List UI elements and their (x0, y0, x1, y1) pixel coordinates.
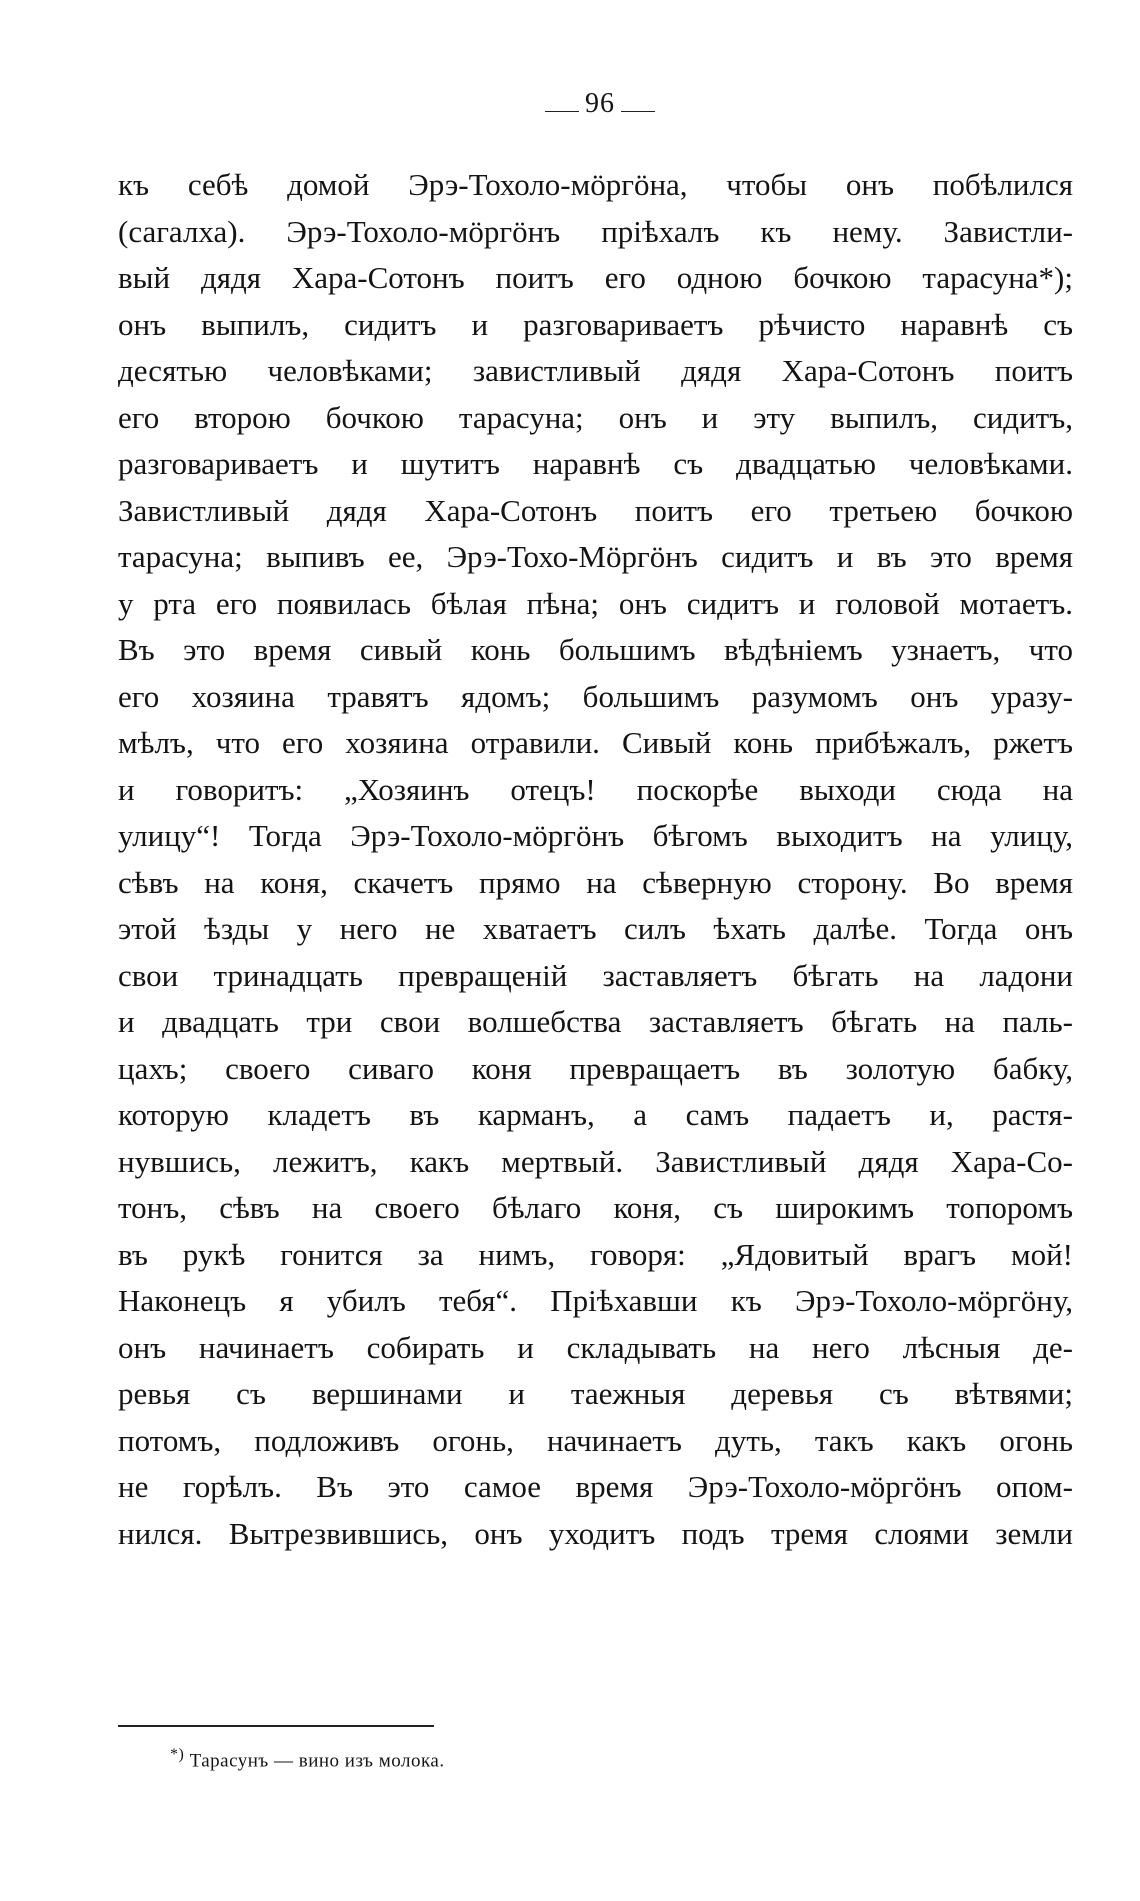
page-number-left-rule (545, 111, 579, 112)
text-line: его хозяина травятъ ядомъ; большимъ разумомъ онъ уразу- (118, 678, 1073, 714)
text-line: и говоритъ: „Хозяинъ отецъ! поскорѣе выходи сюда на (118, 771, 1073, 807)
text-line: не горѣлъ. Въ это самое время Эрэ-Тохоло-мӧргӧнъ опом- (118, 1469, 1073, 1504)
text-line: Наконецъ я убилъ тебя“. Пріѣхавши къ Эрэ-Тохоло-мӧргӧну, (118, 1283, 1073, 1318)
page-number (520, 88, 680, 120)
text-line: Въ это время сивый конь большимъ вѣдѣніемъ узнаетъ, что (118, 632, 1073, 667)
text-line: мѣлъ, что его хозяина отравили. Сивый конь прибѣжалъ, ржетъ (118, 725, 1073, 760)
text-line: ревья съ вершинами и таежныя деревья съ вѣтвями; (118, 1376, 1073, 1411)
text-line: этой ѣзды у него не хватаетъ силъ ѣхать далѣе. Тогда онъ (118, 911, 1073, 946)
text-line: цахъ; своего сиваго коня превращаетъ въ золотую бабку, (118, 1050, 1073, 1086)
text-line: у рта его появилась бѣлая пѣна; онъ сидитъ и головой мотаетъ. (118, 585, 1073, 621)
text-line: нился. Вытрезвившись, онъ уходитъ подъ тремя слоями земли (118, 1515, 1073, 1551)
text-line: сѣвъ на коня, скачетъ прямо на сѣверную сторону. Во время (118, 864, 1073, 900)
text-line: улицу“! Тогда Эрэ-Тохоло-мӧргӧнъ бѣгомъ выходитъ на улицу, (118, 818, 1073, 853)
text-line: тонъ, сѣвъ на своего бѣлаго коня, съ широкимъ топоромъ (118, 1190, 1073, 1225)
text-line: которую кладетъ въ карманъ, а самъ падаетъ и, растя- (118, 1097, 1073, 1132)
text-line: разговариваетъ и шутитъ наравнѣ съ двадцатью человѣками. (118, 446, 1073, 481)
text-line: въ рукѣ гонится за нимъ, говоря: „Ядовитый врагъ мой! (118, 1236, 1073, 1272)
footnote (170, 1746, 445, 1772)
footnote-text: Тарасунъ — вино изъ молока. (189, 1750, 445, 1772)
text-line: къ себѣ домой Эрэ-Тохоло-мӧргӧна, чтобы онъ побѣлился (118, 167, 1073, 202)
text-line: свои тринадцать превращеній заставляетъ бѣгать на ладони (118, 957, 1073, 993)
text-line: тарасуна; выпивъ ее, Эрэ-Тохо-Мӧргӧнъ сидитъ и въ это время (118, 539, 1073, 574)
text-line: потомъ, подложивъ огонь, начинаетъ дуть, такъ какъ огонь (118, 1422, 1073, 1458)
text-line: онъ выпилъ, сидитъ и разговариваетъ рѣчисто наравнѣ съ (118, 306, 1073, 342)
page-number-value: 96 (585, 88, 615, 119)
text-line: (сагалха). Эрэ-Тохоло-мӧргӧнъ пріѣхалъ къ нему. Завистли- (118, 213, 1073, 249)
text-line: нувшись, лежитъ, какъ мертвый. Завистливый дядя Хара-Со- (118, 1143, 1073, 1179)
page-number-right-rule (621, 111, 655, 112)
text-line: десятью человѣками; завистливый дядя Хара-Сотонъ поитъ (118, 353, 1073, 388)
text-line: и двадцать три свои волшебства заставляетъ бѣгать на паль- (118, 1004, 1073, 1039)
footnote-marker: *) (170, 1746, 185, 1763)
body-text (118, 162, 1073, 1557)
footnote-divider (118, 1725, 434, 1727)
text-line: Завистливый дядя Хара-Сотонъ поитъ его третьею бочкою (118, 492, 1073, 528)
text-line: его второю бочкою тарасуна; онъ и эту выпилъ, сидитъ, (118, 399, 1073, 435)
text-line: вый дядя Хара-Сотонъ поитъ его одною бочкою тарасуна*); (118, 260, 1073, 295)
text-line: онъ начинаетъ собирать и складывать на него лѣсныя де- (118, 1329, 1073, 1365)
